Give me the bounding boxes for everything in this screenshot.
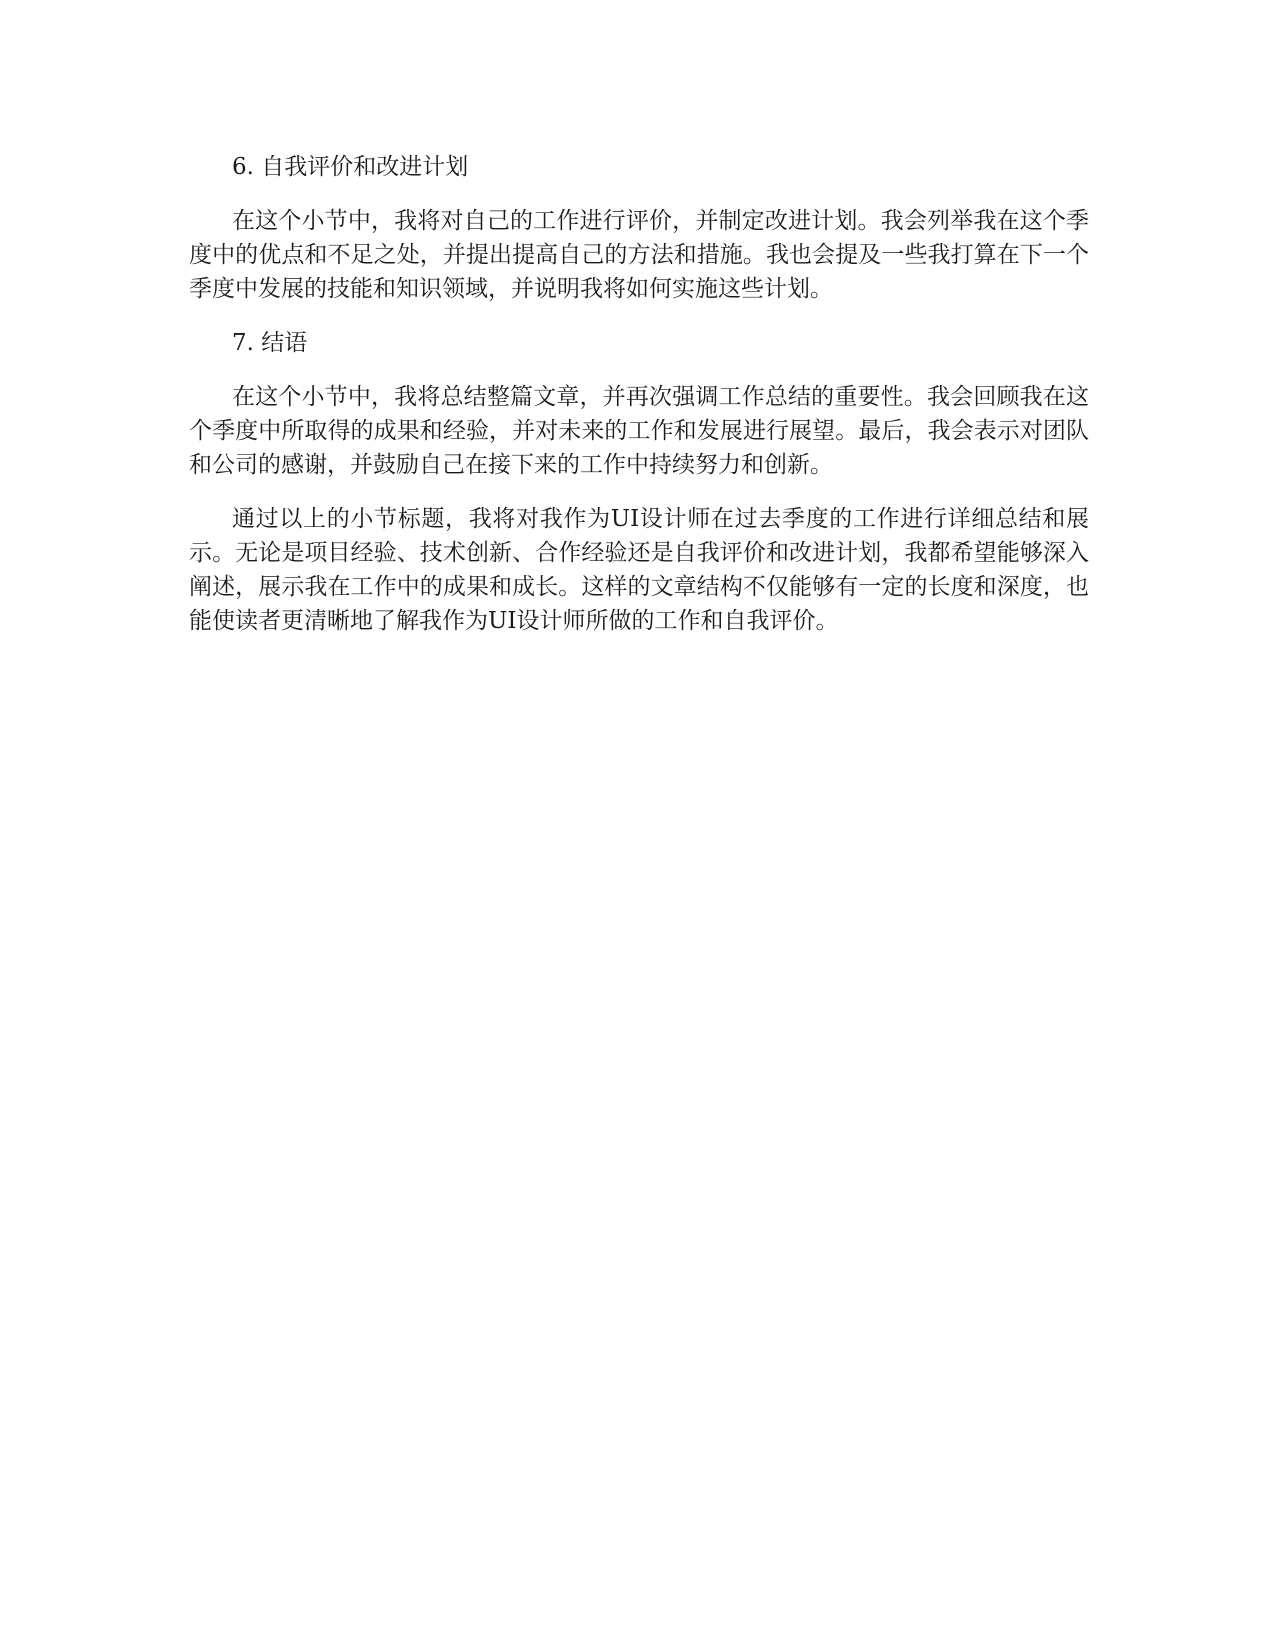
section-paragraph-conclusion: 在这个小节中，我将总结整篇文章，并再次强调工作总结的重要性。我会回顾我在这个季度中所取得的成果和经验，并对未来的工作和发展进行展望。最后，我会表示对团队和公司的感谢，并鼓励自己在接下来的工作中持续努力和创新。 bbox=[189, 384, 1089, 478]
closing-paragraph: 通过以上的小节标题，我将对我作为UI设计师在过去季度的工作进行详细总结和展示。无论是项目经验、技术创新、合作经验还是自我评价和改进计划，我都希望能够深入阐述，展示我在工作中的成果和成长。这样的文章结构不仅能够有一定的长度和深度，也能使读者更清晰地了解我作为UI设计师所做的工作和自我评价。 bbox=[189, 506, 1089, 634]
section-paragraph-self-evaluation: 在这个小节中，我将对自己的工作进行评价，并制定改进计划。我会列举我在这个季度中的优点和不足之处，并提出提高自己的方法和措施。我也会提及一些我打算在下一个季度中发展的技能和知识领域，并说明我将如何实施这些计划。 bbox=[189, 208, 1089, 302]
section-heading-conclusion: 7. 结语 bbox=[232, 330, 308, 356]
document-body bbox=[189, 150, 1089, 658]
section-heading-self-evaluation: 6. 自我评价和改进计划 bbox=[232, 154, 469, 180]
